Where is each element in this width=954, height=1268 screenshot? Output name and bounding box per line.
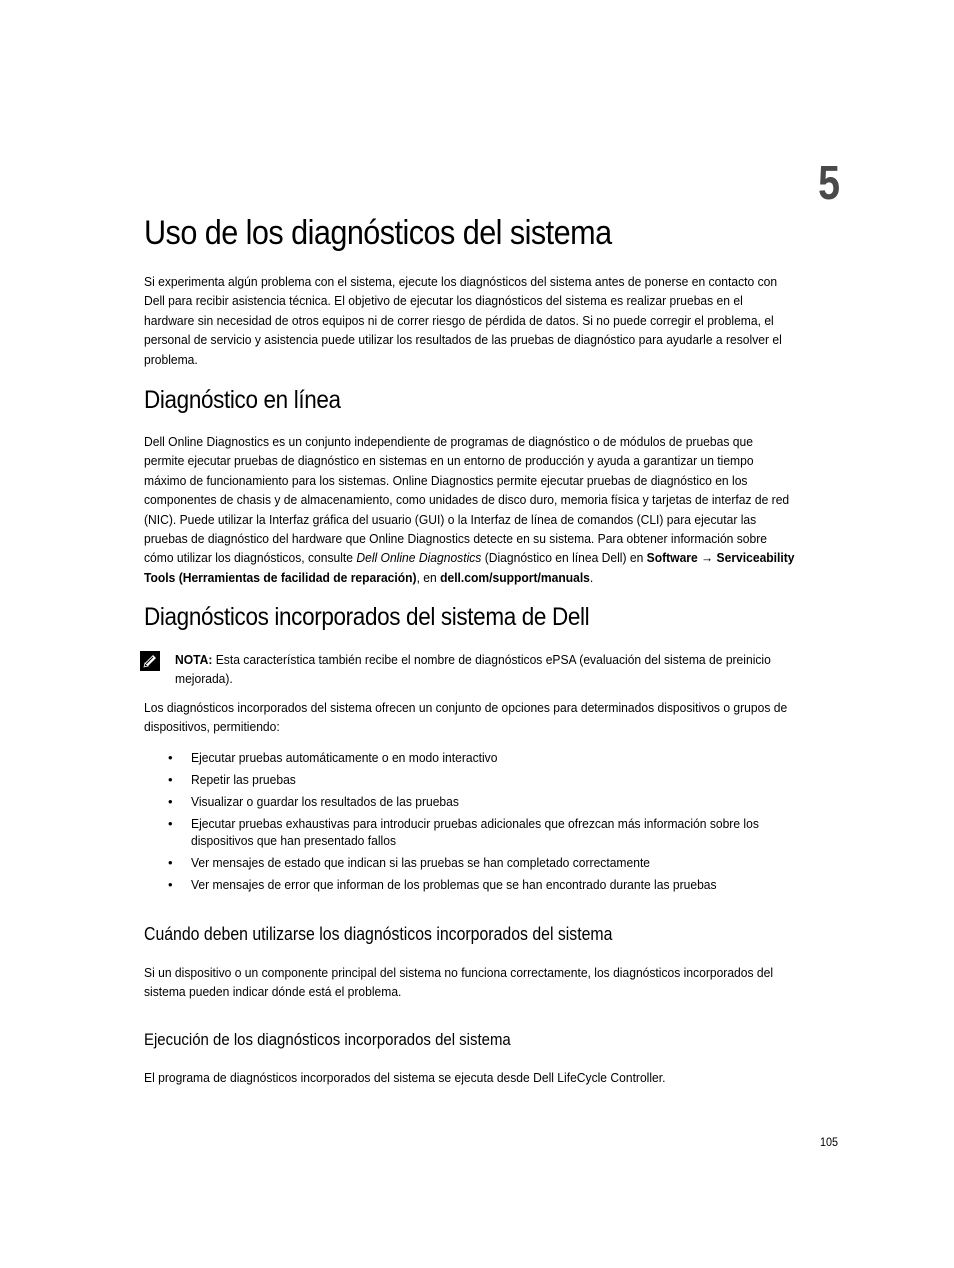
bullet-glyph: • (168, 854, 173, 870)
text-line: sistema pueden indicar dónde está el problema. (144, 984, 402, 1000)
menu-path: Software → Serviceability (646, 550, 795, 566)
list-item-text: dispositivos que han presentado fallos (191, 832, 397, 848)
text-line: dispositivos, permitiendo: (144, 719, 280, 735)
bullet-glyph: • (168, 772, 173, 787)
text-line (144, 548, 795, 567)
builtin-paragraph (144, 698, 838, 737)
text-line: personal de servicio y asistencia puede utilizar los resultados de las pruebas de diagnóstico para ayudarle a resolver el (144, 332, 782, 348)
list-item (168, 877, 838, 894)
list-item-text: Ver mensajes de estado que indican si las pruebas se han completado correctamente (191, 854, 651, 870)
list-item-text: Visualizar o guardar los resultados de las pruebas (191, 794, 459, 809)
list-item (168, 750, 838, 767)
text-run: (Diagnóstico en línea Dell) en (481, 550, 647, 566)
online-paragraph (144, 432, 838, 587)
bullet-glyph: • (168, 816, 173, 831)
section-heading-online: Diagnóstico en línea (144, 386, 341, 414)
bullet-glyph: • (168, 794, 173, 809)
text-line: Dell para recibir asistencia técnica. El objetivo de ejecutar los diagnósticos del sistema es realizar pruebas en el (144, 293, 743, 309)
list-item (168, 855, 838, 872)
bullet-glyph: • (168, 750, 173, 765)
page-number: 105 (819, 1135, 838, 1149)
note-label: NOTA: (175, 652, 213, 667)
note-box (175, 650, 839, 688)
subsection-heading-run: Ejecución de los diagnósticos incorporados del sistema (144, 1030, 511, 1049)
bullet-glyph: • (168, 876, 173, 892)
text-run: , en (416, 569, 441, 585)
note-body: Esta característica también recibe el nombre de diagnósticos ePSA (evaluación del sistema de preinicio (212, 652, 771, 667)
page-title: Uso de los diagnósticos del sistema (144, 214, 612, 252)
text-line: pruebas de diagnóstico del hardware que Online Diagnostics detecte en su sistema. Para obtener información sobre (144, 531, 768, 547)
text-line: hardware sin necesidad de otros equipos ni de correr riesgo de pérdida de datos. Si no puede corregir el problema, el (144, 312, 774, 328)
text-line: problema. (144, 351, 198, 367)
intro-paragraph (144, 272, 838, 369)
list-item (168, 794, 838, 811)
list-item-text: Ejecutar pruebas exhaustivas para introducir pruebas adicionales que ofrezcan más información sobre los (191, 816, 759, 831)
when-paragraph (144, 963, 838, 1002)
list-item-text: Repetir las pruebas (191, 772, 296, 787)
list-item (168, 816, 838, 849)
list-item (168, 772, 838, 789)
text-line: mejorada). (175, 671, 233, 686)
feature-list (168, 750, 838, 893)
text-line: Los diagnósticos incorporados del sistema ofrecen un conjunto de opciones para determinados dispositivos o grupos de (144, 700, 788, 715)
section-heading-builtin: Diagnósticos incorporados del sistema de Dell (144, 603, 590, 631)
doc-title-ref: Dell Online Diagnostics (356, 550, 482, 566)
list-item-text: Ejecutar pruebas automáticamente o en modo interactivo (191, 750, 498, 765)
manuals-link[interactable]: dell.com/support/manuals (440, 569, 590, 585)
text-line (175, 650, 793, 669)
run-paragraph (144, 1068, 838, 1087)
text-line: permite ejecutar pruebas de diagnóstico en sistemas en un entorno de producción y ayuda a garantizar un tiempo (144, 453, 754, 469)
text-line: componentes de chasis y de almacenamiento, como unidades de disco duro, memoria física y tarjetas de interfaz de red (144, 492, 790, 508)
menu-path-cont: Tools (Herramientas de facilidad de reparación) (144, 569, 417, 585)
text-line: Si un dispositivo o un componente principal del sistema no funciona correctamente, los diagnósticos incorporados del (144, 965, 774, 980)
text-line: El programa de diagnósticos incorporados del sistema se ejecuta desde Dell LifeCycle Controller. (144, 1070, 666, 1085)
text-run: . (589, 569, 594, 585)
text-line: máximo de funcionamiento para los sistemas. Online Diagnostics permite ejecutar pruebas de diagnóstico en los (144, 472, 748, 488)
text-line: (NIC). Puede utilizar la Interfaz gráfica del usuario (GUI) o la Interfaz de línea de comandos (CLI) para ejecutar las (144, 511, 757, 527)
pencil-note-icon (140, 651, 160, 671)
text-line: Dell Online Diagnostics es un conjunto independiente de programas de diagnóstico o de módulos de pruebas que (144, 434, 753, 449)
text-run: cómo utilizar los diagnósticos, consulte (144, 550, 357, 566)
text-line (144, 568, 789, 587)
text-line: Si experimenta algún problema con el sistema, ejecute los diagnósticos del sistema antes de ponerse en contacto con (144, 274, 778, 289)
list-item-text: Ver mensajes de error que informan de los problemas que se han encontrado durante las pruebas (191, 876, 717, 892)
chapter-number: 5 (818, 157, 840, 210)
subsection-heading-when: Cuándo deben utilizarse los diagnósticos incorporados del sistema (144, 924, 613, 944)
